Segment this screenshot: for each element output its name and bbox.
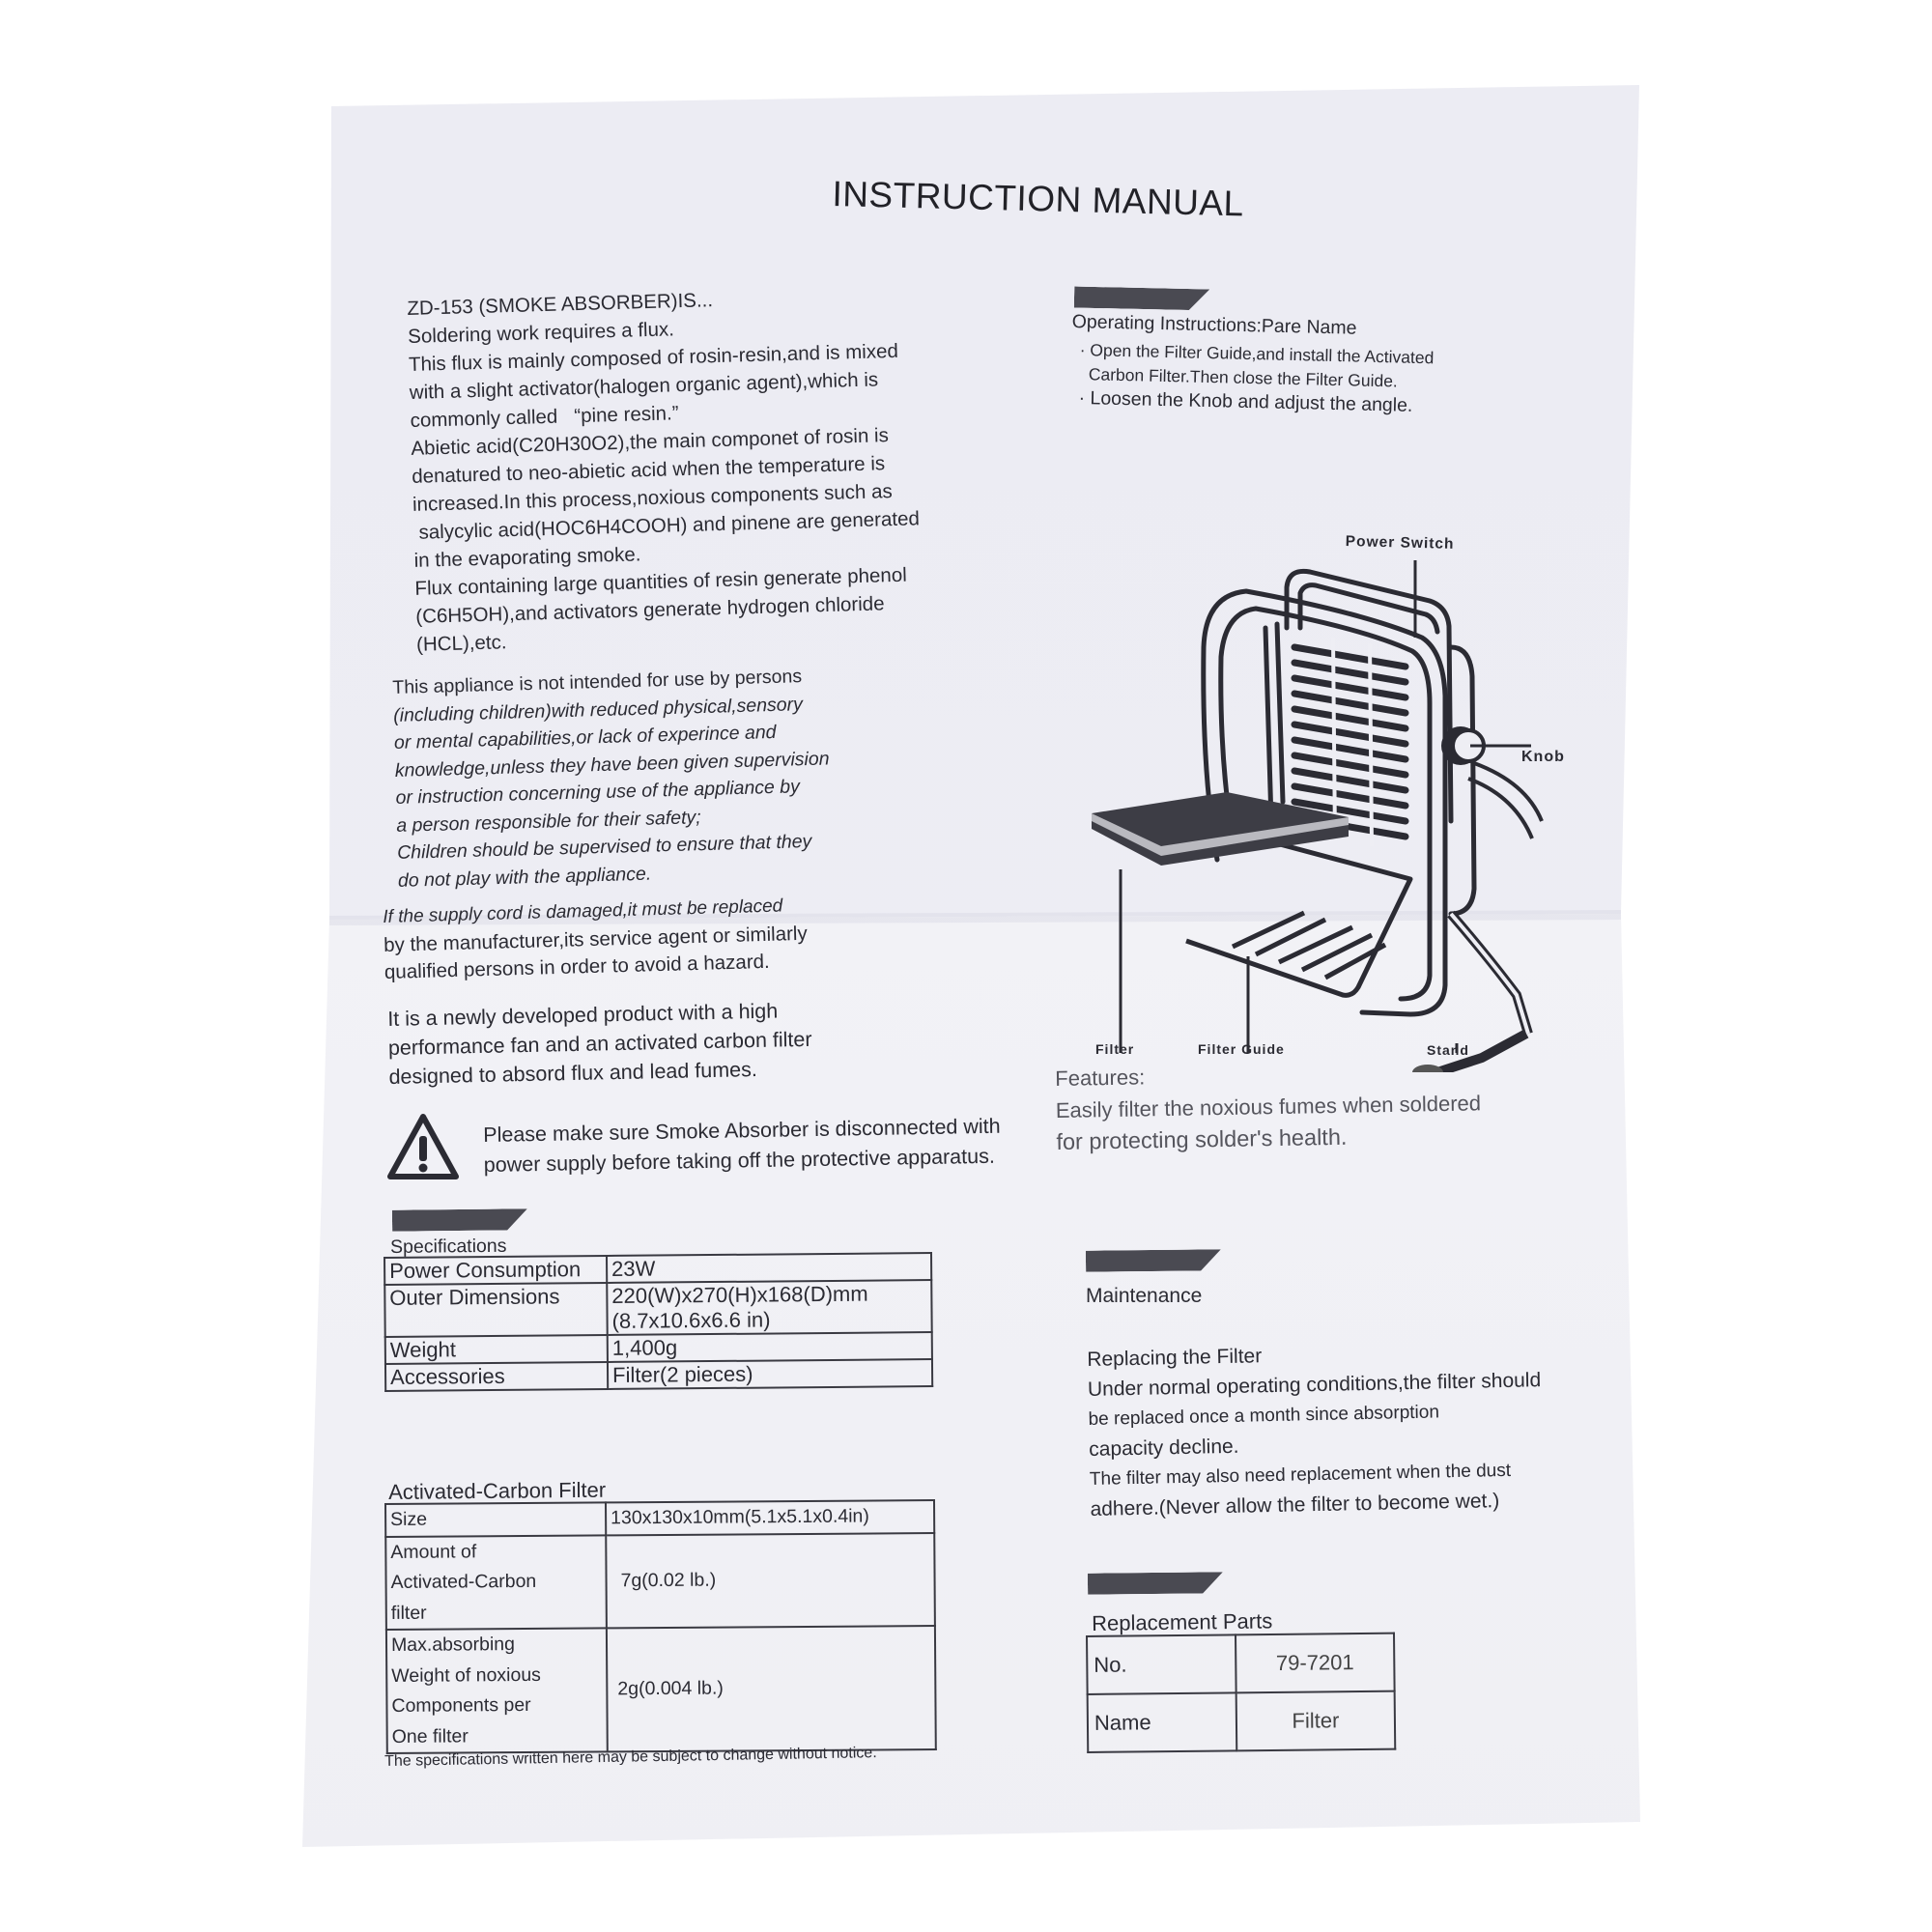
part-field: Name <box>1088 1692 1237 1752</box>
specifications-table <box>384 1252 933 1392</box>
table-row <box>386 1626 936 1753</box>
cord-paragraph <box>383 893 809 987</box>
features-line: for protecting solder's health. <box>1056 1123 1348 1154</box>
maintenance-line: Under normal operating conditions,the filter should <box>1087 1369 1542 1401</box>
maintenance-line: be replaced once a month since absorption <box>1088 1402 1440 1430</box>
name-line: Weight of noxious <box>391 1663 541 1687</box>
spec-name: Outer Dimensions <box>384 1283 607 1337</box>
filter-spec-value: 2g(0.004 lb.) <box>607 1626 936 1751</box>
table-row <box>385 1500 934 1536</box>
smoke-absorber-diagram <box>1072 531 1575 1072</box>
intro-line: in the evaporating smoke. <box>413 543 641 572</box>
table-row <box>385 1359 932 1391</box>
operating-step: Carbon Filter.Then close the Filter Guide. <box>1078 363 1399 391</box>
smoke-absorber-illustration-icon <box>1072 531 1575 1072</box>
intro-line: salycylic acid(HOC6H4COOH) and pinene are generated <box>412 507 921 544</box>
intro-line: increased.In this process,noxious components such as <box>412 480 894 516</box>
safety-line: do not play with the appliance. <box>397 863 652 892</box>
filter-spec-name <box>386 1628 608 1753</box>
caution-text <box>483 1112 1001 1180</box>
stand-label: Stand <box>1427 1042 1469 1058</box>
safety-line: a person responsible for their safety; <box>396 806 701 837</box>
maintenance-line: The filter may also need replacement when the dust <box>1089 1460 1512 1490</box>
part-field: No. <box>1087 1634 1236 1694</box>
operating-step: · Loosen the Knob and adjust the angle. <box>1078 386 1413 416</box>
intro-line: (C6H5OH),and activators generate hydrogen chloride <box>414 592 885 628</box>
product-paragraph <box>387 996 812 1092</box>
intro-line: This flux is mainly composed of rosin-resin,and is mixed <box>408 339 899 376</box>
spec-value: 1,400g <box>608 1332 932 1362</box>
section-bar <box>1088 1572 1223 1594</box>
spec-name: Power Consumption <box>384 1256 607 1285</box>
table-row <box>1088 1691 1396 1752</box>
power-switch-label: Power Switch <box>1345 533 1455 553</box>
filter-guide-label: Filter Guide <box>1198 1041 1285 1057</box>
maintenance-label: Maintenance <box>1086 1285 1203 1307</box>
specifications-label: Specifications <box>390 1235 507 1258</box>
intro-line: (HCL),etc. <box>415 631 507 656</box>
spec-value: 23W <box>607 1253 931 1283</box>
table-row <box>1087 1634 1395 1694</box>
spec-value-line: 220(W)x270(H)x168(D)mm <box>611 1281 868 1308</box>
safety-line: knowledge,unless they have been given supervision <box>394 747 830 781</box>
document-title: INSTRUCTION MANUAL <box>831 174 1245 224</box>
safety-line: or instruction concerning use of the appliance by <box>395 776 801 809</box>
intro-line: ZD-153 (SMOKE ABSORBER)IS... <box>407 289 714 320</box>
name-line: Amount of <box>390 1540 477 1563</box>
name-line: One filter <box>391 1724 469 1747</box>
spec-name: Accessories <box>385 1362 608 1391</box>
intro-line: commonly called “pine resin.” <box>410 402 679 432</box>
filter-table <box>384 1499 937 1754</box>
caution-line: Please make sure Smoke Absorber is disconnected with <box>483 1114 1001 1147</box>
knob-label: Knob <box>1521 749 1565 765</box>
cord-line: by the manufacturer,its service agent or similarly <box>383 922 808 956</box>
section-bar <box>392 1208 527 1231</box>
safety-line: (including children)with reduced physical,sensory <box>392 693 804 726</box>
caution-line: power supply before taking off the protective apparatus. <box>483 1144 996 1177</box>
safety-paragraph <box>392 662 833 894</box>
features-line: Easily filter the noxious fumes when soldered <box>1055 1091 1482 1122</box>
features-label: Features: <box>1055 1065 1146 1091</box>
cord-line: If the supply cord is damaged,it must be replaced <box>383 895 783 927</box>
product-line: designed to absord flux and lead fumes. <box>388 1058 758 1089</box>
spec-value-line: (8.7x10.6x6.6 in) <box>611 1307 771 1333</box>
name-line: Activated-Carbon <box>390 1570 537 1593</box>
intro-line: Flux containing large quantities of resin generate phenol <box>414 563 908 600</box>
intro-line: with a slight activator(halogen organic agent),which is <box>409 368 879 404</box>
maintenance-line: adhere.(Never allow the filter to become wet.) <box>1090 1490 1500 1520</box>
safety-line: This appliance is not intended for use by persons <box>392 666 803 698</box>
safety-line: or mental capabilities,or lack of experince and <box>393 721 777 753</box>
intro-line: Soldering work requires a flux. <box>407 318 675 348</box>
section-bar <box>1086 1249 1221 1271</box>
warning-triangle-icon <box>386 1113 460 1187</box>
operating-steps <box>1078 338 1434 418</box>
maintenance-text <box>1087 1335 1544 1524</box>
name-line: filter <box>390 1602 427 1624</box>
name-line: Max.absorbing <box>390 1634 516 1656</box>
part-value: Filter <box>1236 1691 1396 1751</box>
filter-spec-name: Size <box>385 1502 606 1536</box>
table-row <box>385 1533 935 1630</box>
table-row <box>384 1280 931 1337</box>
operating-step: · Open the Filter Guide,and install the Activated <box>1079 339 1435 368</box>
replacement-parts-label: Replacement Parts <box>1092 1608 1273 1635</box>
part-value: 79-7201 <box>1236 1634 1395 1693</box>
filter-spec-value: 7g(0.02 lb.) <box>606 1533 935 1629</box>
intro-line: denatured to neo-abietic acid when the temperature is <box>411 452 886 488</box>
filter-diagram-label: Filter <box>1095 1041 1135 1057</box>
product-line: It is a newly developed product with a high <box>387 999 779 1031</box>
filter-spec-value: 130x130x10mm(5.1x5.1x0.4in) <box>606 1500 934 1535</box>
intro-paragraph <box>407 280 923 658</box>
filter-label: Activated-Carbon Filter <box>388 1477 607 1504</box>
intro-line: Abietic acid(C20H30O2),the main componet of rosin is <box>411 424 890 460</box>
filter-spec-name <box>385 1535 607 1630</box>
cord-line: qualified persons in order to avoid a hazard. <box>384 950 770 983</box>
spec-name: Weight <box>385 1335 608 1364</box>
operating-instructions-label: Operating Instructions:Pare Name <box>1071 311 1357 339</box>
safety-line: Children should be supervised to ensure that they <box>396 830 812 864</box>
maintenance-line: capacity decline. <box>1089 1435 1239 1461</box>
maintenance-subtitle: Replacing the Filter <box>1087 1345 1263 1371</box>
spec-change-note: The specifications written here may be subject to change without notice. <box>384 1745 877 1770</box>
section-bar <box>1074 287 1209 311</box>
spec-value: Filter(2 pieces) <box>608 1359 932 1389</box>
replacement-parts-table <box>1086 1633 1396 1753</box>
product-line: performance fan and an activated carbon filter <box>387 1027 812 1060</box>
name-line: Components per <box>391 1693 531 1717</box>
spec-value <box>607 1280 931 1335</box>
features-section <box>1055 1055 1482 1158</box>
